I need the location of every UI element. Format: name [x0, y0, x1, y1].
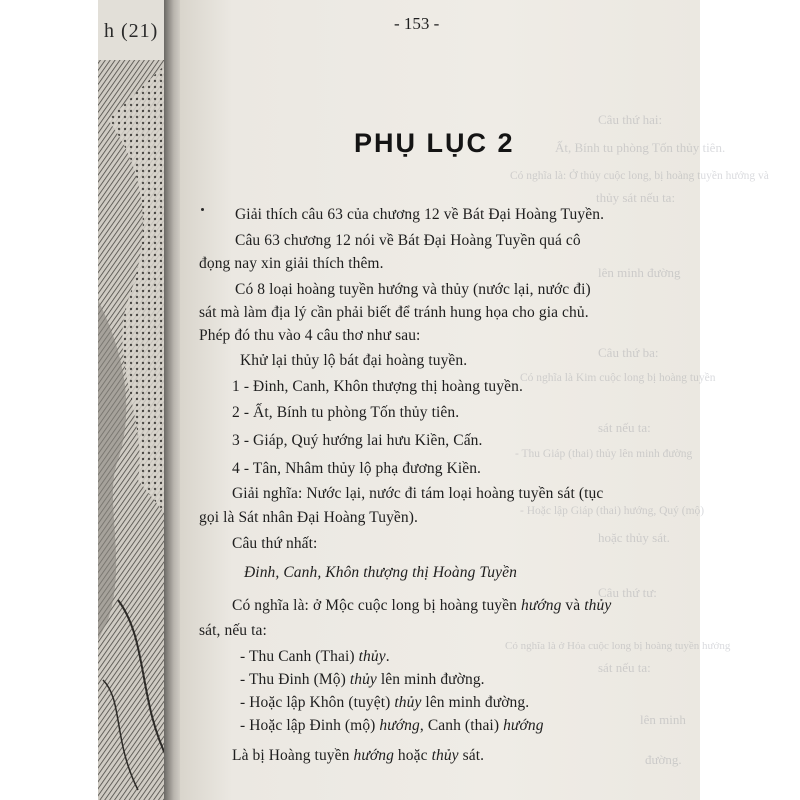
- left-page-caption: h (21): [104, 20, 159, 42]
- paragraph-line: Giải thích câu 63 của chương 12 về Bát Đại Hoàng Tuyền.: [235, 206, 605, 223]
- list-text: .: [385, 648, 390, 665]
- meaning-line: [232, 597, 611, 615]
- list-item: [240, 671, 485, 689]
- left-page-illustration: [98, 0, 170, 800]
- list-text: - Thu Canh (Thai): [240, 648, 359, 665]
- paragraph-line: Có 8 loại hoàng tuyền hướng và thủy (nước lại, nước đi): [235, 281, 591, 298]
- ghost-line: Có nghĩa là: Ở thủy cuộc long, bị hoàng tuyền hướng và: [510, 170, 769, 182]
- ghost-line: Câu thứ tư:: [598, 585, 657, 600]
- list-text: lên minh đường.: [376, 671, 485, 688]
- closing-line: [232, 747, 484, 765]
- paragraph-line: Phép đó thu vào 4 câu thơ như sau:: [199, 327, 421, 344]
- list-emphasis: thủy: [358, 648, 386, 665]
- paragraph-line: đọng nay xin giải thích thêm.: [199, 255, 384, 272]
- ghost-line: Câu thứ ba:: [598, 345, 659, 360]
- list-emphasis: hướng: [503, 717, 544, 734]
- closing-text: sát.: [458, 747, 485, 764]
- list-item: [240, 717, 544, 735]
- page-number: - 153 -: [394, 14, 440, 33]
- page-title: PHỤ LỤC 2: [354, 128, 515, 158]
- ghost-line: lên minh đường: [598, 265, 681, 280]
- list-emphasis: thủy: [349, 671, 377, 688]
- ghost-line: Có nghĩa là Kim cuộc long bị hoàng tuyền: [520, 372, 716, 384]
- list-emphasis: hướng: [379, 717, 420, 734]
- closing-emphasis: hướng: [353, 747, 394, 764]
- list-text: lên minh đường.: [421, 694, 530, 711]
- list-text: - Thu Đinh (Mộ): [240, 671, 350, 688]
- meaning-emphasis: thủy: [584, 597, 612, 614]
- list-text: - Hoặc lập Khôn (tuyệt): [240, 694, 395, 711]
- closing-text: hoặc: [393, 747, 432, 764]
- ghost-line: - Thu Giáp (thai) thủy lên minh đường: [515, 448, 693, 460]
- closing-emphasis: thủy: [431, 747, 459, 764]
- stray-dot: [201, 208, 204, 211]
- ghost-line: lên minh: [640, 712, 686, 727]
- closing-text: Là bị Hoàng tuyền: [232, 747, 354, 764]
- verse-label: Câu thứ nhất:: [232, 535, 318, 552]
- list-text: - Hoặc lập Đinh (mộ): [240, 717, 380, 734]
- poem-line: 3 - Giáp, Quý hướng lai hưu Kiền, Cấn.: [232, 432, 483, 449]
- ghost-line: Có nghĩa là ở Hỏa cuộc long bị hoàng tuyền hướng: [505, 640, 731, 652]
- meaning-text: và: [561, 597, 585, 614]
- explanation-line: gọi là Sát nhân Đại Hoàng Tuyền).: [199, 509, 418, 526]
- ghost-line: Câu thứ hai:: [598, 112, 663, 127]
- meaning-text: Có nghĩa là: ở Mộc cuộc long bị hoàng tuyền: [232, 597, 521, 614]
- poem-line: 1 - Đinh, Canh, Khôn thượng thị hoàng tuyền.: [232, 378, 523, 395]
- verse-text: Đinh, Canh, Khôn thượng thị Hoàng Tuyền: [244, 564, 517, 581]
- list-emphasis: thủy: [394, 694, 422, 711]
- meaning-line: sát, nếu ta:: [199, 622, 267, 639]
- list-text: , Canh (thai): [419, 717, 504, 734]
- ghost-line: thủy sát nếu ta:: [596, 190, 676, 205]
- poem-line: Khử lại thủy lộ bát đại hoàng tuyền.: [240, 352, 468, 369]
- list-item: [240, 648, 390, 666]
- poem-line: 4 - Tân, Nhâm thủy lộ phạ đương Kiền.: [232, 460, 482, 477]
- engraved-landscape-illustration-icon: [98, 0, 170, 800]
- poem-line: 2 - Ất, Bính tu phòng Tốn thủy tiên.: [232, 404, 460, 421]
- paragraph-line: Câu 63 chương 12 nói về Bát Đại Hoàng Tuyền quá cô: [235, 232, 581, 249]
- explanation-line: Giải nghĩa: Nước lại, nước đi tám loại hoàng tuyền sát (tục: [232, 485, 604, 502]
- ghost-line: sát nếu ta:: [598, 660, 651, 675]
- ghost-line: hoặc thủy sát.: [598, 530, 670, 545]
- page-background-edge: [700, 0, 800, 800]
- ghost-line: sát nếu ta:: [598, 420, 651, 435]
- ghost-line: đường.: [645, 752, 682, 767]
- list-item: [240, 694, 529, 712]
- ghost-line: Ất, Bính tu phòng Tốn thủy tiên.: [555, 140, 726, 155]
- meaning-emphasis: hướng: [520, 597, 562, 614]
- paragraph-line: sát mà làm địa lý cần phải biết để tránh hung họa cho gia chủ.: [199, 304, 589, 321]
- ghost-line: - Hoặc lập Giáp (thai) hướng, Quý (mộ): [520, 505, 705, 517]
